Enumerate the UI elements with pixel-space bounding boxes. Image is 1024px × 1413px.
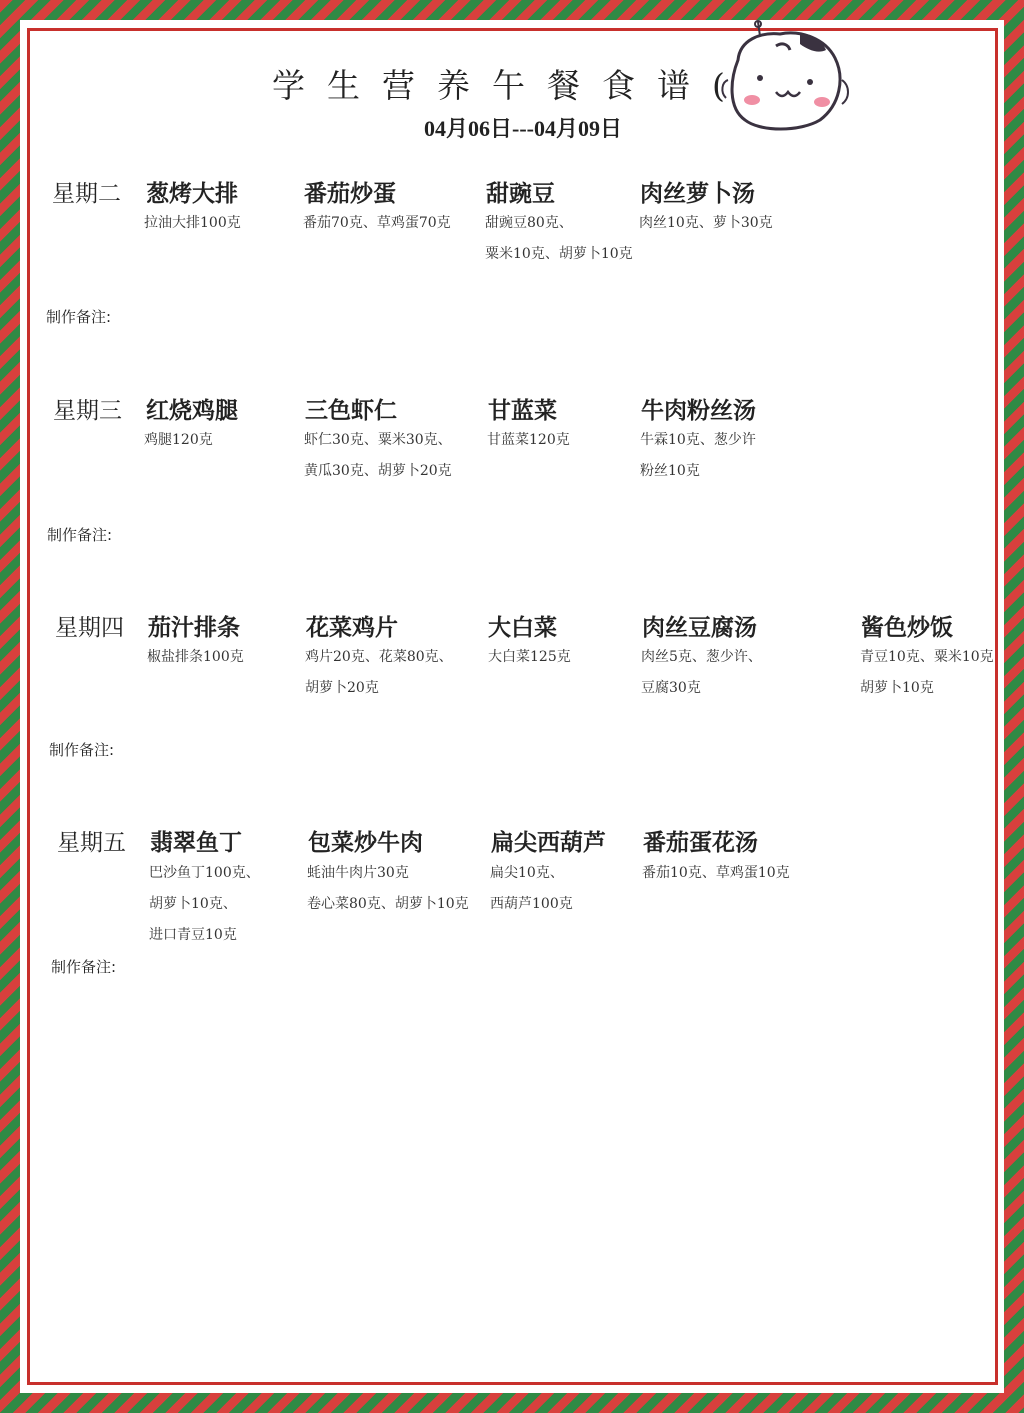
dish-ingredients: 青豆10克、粟米10克 胡萝卜10克 (860, 649, 994, 696)
dish-ingredients: 鸡腿120克 (144, 432, 213, 448)
title-paren: ( (712, 66, 725, 105)
production-note-label: 制作备注: (49, 741, 115, 759)
dish-ingredients: 肉丝10克、萝卜30克 (639, 215, 773, 231)
page-title: 学生营养午餐食谱( (272, 66, 725, 105)
dish-ingredients: 番茄10克、草鸡蛋10克 (642, 865, 790, 881)
dish-name: 翡翠鱼丁 (150, 829, 242, 856)
dish-name: 三色虾仁 (305, 397, 397, 424)
day-label-friday: 星期五 (57, 830, 126, 856)
menu-page (20, 20, 1004, 1393)
dish-ingredients: 肉丝5克、葱少许、 豆腐30克 (641, 649, 762, 696)
dish-ingredients: 甜豌豆80克、 粟米10克、胡萝卜10克 (485, 215, 633, 262)
dish-name: 番茄蛋花汤 (643, 829, 758, 856)
dish-name: 大白菜 (488, 614, 557, 641)
dish-name: 茄汁排条 (148, 614, 240, 641)
dish-name: 扁尖西葫芦 (491, 829, 606, 856)
dish-ingredients: 虾仁30克、粟米30克、 黄瓜30克、胡萝卜20克 (304, 432, 452, 479)
dish-ingredients: 牛霖10克、葱少许 粉丝10克 (640, 432, 756, 479)
dish-name: 番茄炒蛋 (304, 180, 396, 207)
day-label-tuesday: 星期二 (52, 181, 121, 207)
dish-name: 酱色炒饭 (861, 614, 953, 641)
production-note-label: 制作备注: (51, 958, 117, 976)
dish-name: 花菜鸡片 (306, 614, 398, 641)
day-label-wednesday: 星期三 (53, 398, 122, 424)
production-note-label: 制作备注: (46, 308, 112, 326)
dish-ingredients: 拉油大排100克 (144, 215, 241, 231)
dish-ingredients: 椒盐排条100克 (147, 649, 244, 665)
dish-ingredients: 鸡片20克、花菜80克、 胡萝卜20克 (305, 649, 453, 696)
production-note-label: 制作备注: (47, 526, 113, 544)
dish-name: 牛肉粉丝汤 (641, 397, 756, 424)
dish-name: 甜豌豆 (486, 180, 555, 207)
dish-name: 甘蓝菜 (488, 397, 557, 424)
dish-name: 包菜炒牛肉 (308, 829, 423, 856)
dish-ingredients: 巴沙鱼丁100克、 胡萝卜10克、 进口青豆10克 (149, 865, 260, 943)
cat-mascot-icon (700, 20, 850, 140)
dish-ingredients: 扁尖10克、 西葫芦100克 (490, 865, 573, 912)
dish-ingredients: 番茄70克、草鸡蛋70克 (303, 215, 451, 231)
day-label-thursday: 星期四 (55, 615, 124, 641)
dish-ingredients: 大白菜125克 (488, 649, 571, 665)
dish-name: 葱烤大排 (146, 180, 238, 207)
dish-name: 肉丝萝卜汤 (640, 180, 755, 207)
dish-ingredients: 甘蓝菜120克 (487, 432, 570, 448)
dish-name: 肉丝豆腐汤 (642, 614, 757, 641)
dish-name: 红烧鸡腿 (146, 397, 238, 424)
date-range: 04月06日---04月09日 (424, 116, 622, 141)
dish-ingredients: 蚝油牛肉片30克 卷心菜80克、胡萝卜10克 (307, 865, 469, 912)
